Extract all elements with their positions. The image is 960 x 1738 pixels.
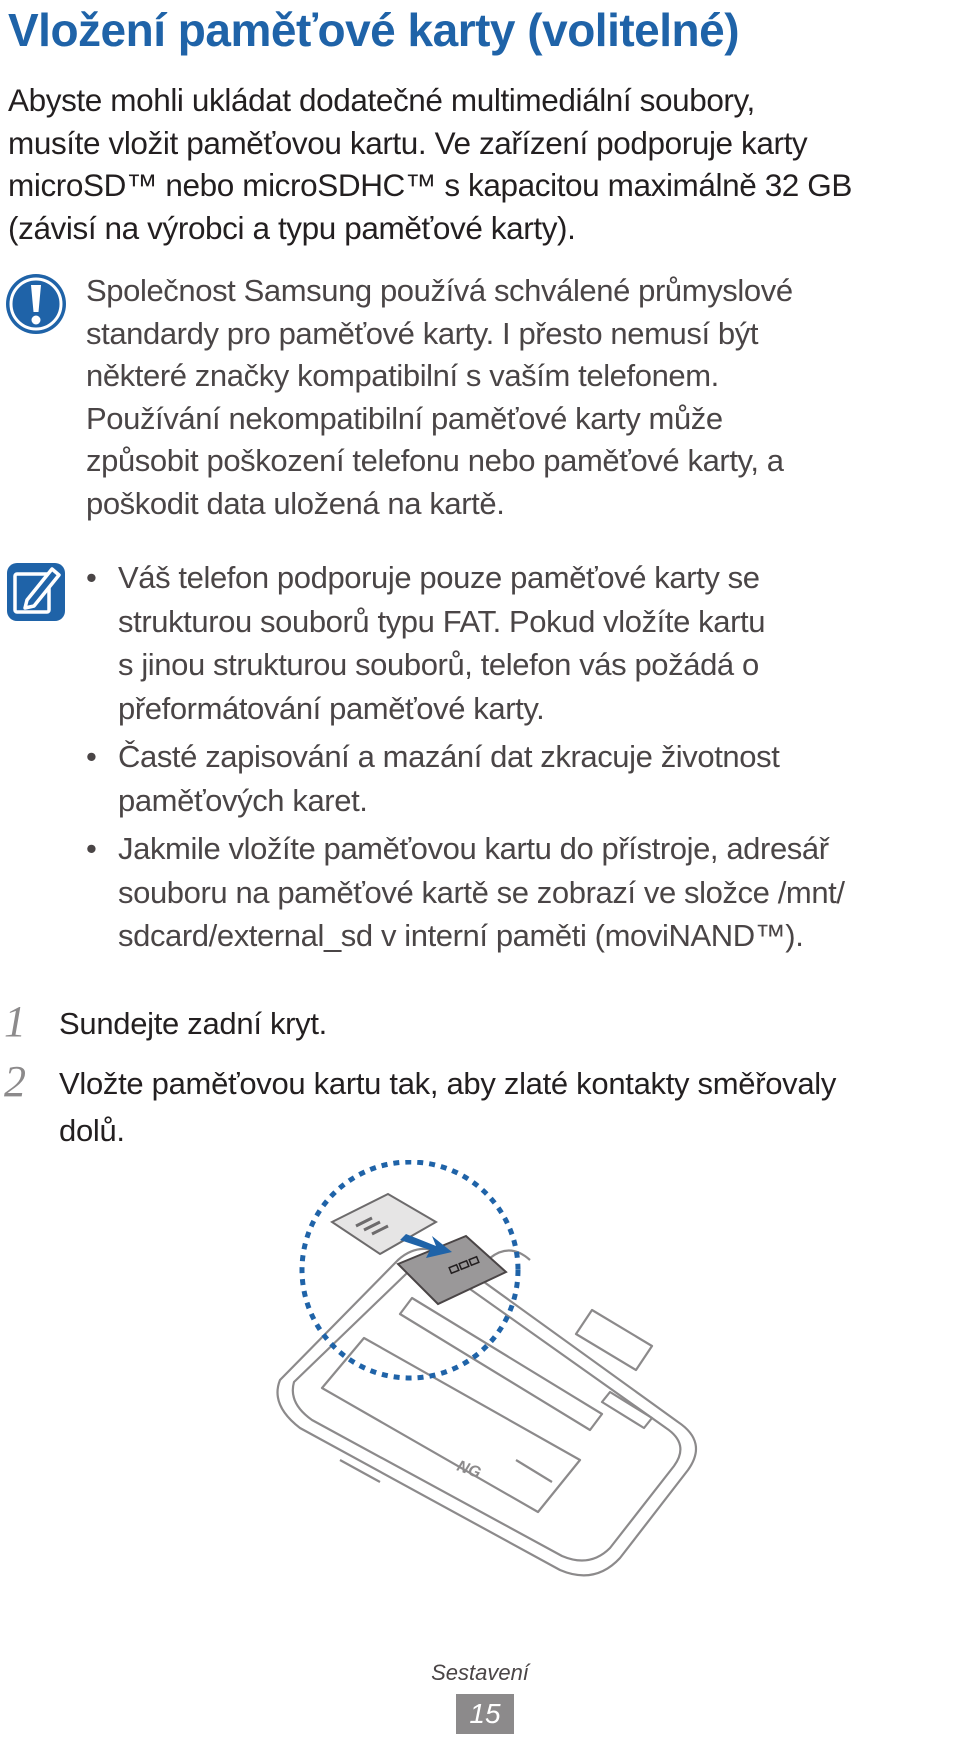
note-line: Jakmile vložíte paměťovou kartu do přístroje, adresář — [118, 831, 829, 866]
page-number-badge: 15 — [456, 1694, 514, 1734]
note-item — [86, 827, 960, 958]
note-line: sdcard/external_sd v interní paměti (moviNAND™). — [118, 918, 804, 953]
intro-line: musíte vložit paměťovou kartu. Ve zařízení podporuje karty — [8, 124, 808, 161]
warning-paragraph — [86, 270, 956, 525]
memory-card — [398, 1236, 506, 1304]
phone-brand-mark: NG — [454, 1457, 483, 1482]
note-line: paměťových karet. — [118, 782, 368, 818]
note-item — [86, 556, 960, 730]
exclamation-warning-icon — [4, 272, 68, 336]
intro-line: microSD™ nebo microSDHC™ s kapacitou maximálně 32 GB — [8, 167, 852, 203]
step-2 — [0, 1057, 960, 1148]
note-line: Váš telefon podporuje pouze paměťové karty se — [118, 560, 760, 595]
note-item — [86, 735, 960, 822]
step-text — [59, 1000, 327, 1047]
warning-line: Používání nekompatibilní paměťové karty může — [86, 400, 723, 436]
note-line: strukturou souborů typu FAT. Pokud vložíte kartu — [118, 603, 766, 639]
step-line: dolů. — [59, 1113, 125, 1148]
note-line: přeformátování paměťové karty. — [118, 690, 545, 726]
notes-list — [86, 556, 960, 963]
warning-line: Společnost Samsung používá schválené průmyslové — [86, 273, 793, 308]
bullet: • — [86, 560, 97, 595]
warning-line: některé značky kompatibilní s vaším telefonem. — [86, 358, 719, 393]
note-line: souboru na paměťové kartě se zobrazí ve složce /mnt/ — [118, 874, 845, 910]
step-text — [59, 1060, 836, 1154]
bullet: • — [86, 831, 97, 866]
footer-section-name: Sestavení — [431, 1660, 529, 1685]
warning-line: poškodit data uložená na kartě. — [86, 485, 505, 521]
step-number: 1 — [4, 997, 26, 1046]
steps-list — [0, 997, 960, 1148]
intro-line: (závisí na výrobci a typu paměťové karty). — [8, 209, 576, 246]
warning-line: způsobit poškození telefonu nebo paměťové karty, a — [86, 443, 784, 478]
warning-line: standardy pro paměťové karty. I přesto nemusí být — [86, 315, 759, 351]
note-line: Časté zapisování a mazání dat zkracuje životnost — [118, 739, 780, 774]
bullet: • — [86, 739, 97, 774]
note-line: s jinou strukturou souborů, telefon vás požádá o — [118, 647, 759, 682]
intro-line: Abyste mohli ukládat dodatečné multimediální soubory, — [8, 82, 755, 118]
memory-card-insertion-illustration — [260, 1160, 720, 1580]
intro-paragraph — [8, 79, 953, 249]
step-1 — [0, 997, 960, 1048]
note-pencil-icon — [4, 560, 68, 624]
step-line: Vložte paměťovou kartu tak, aby zlaté kontakty směřovaly — [59, 1066, 837, 1101]
step-line: Sundejte zadní kryt. — [59, 1006, 327, 1041]
step-number: 2 — [4, 1057, 26, 1106]
phone-outline — [278, 1249, 697, 1575]
page-title: Vložení paměťové karty (volitelné) — [8, 4, 740, 56]
